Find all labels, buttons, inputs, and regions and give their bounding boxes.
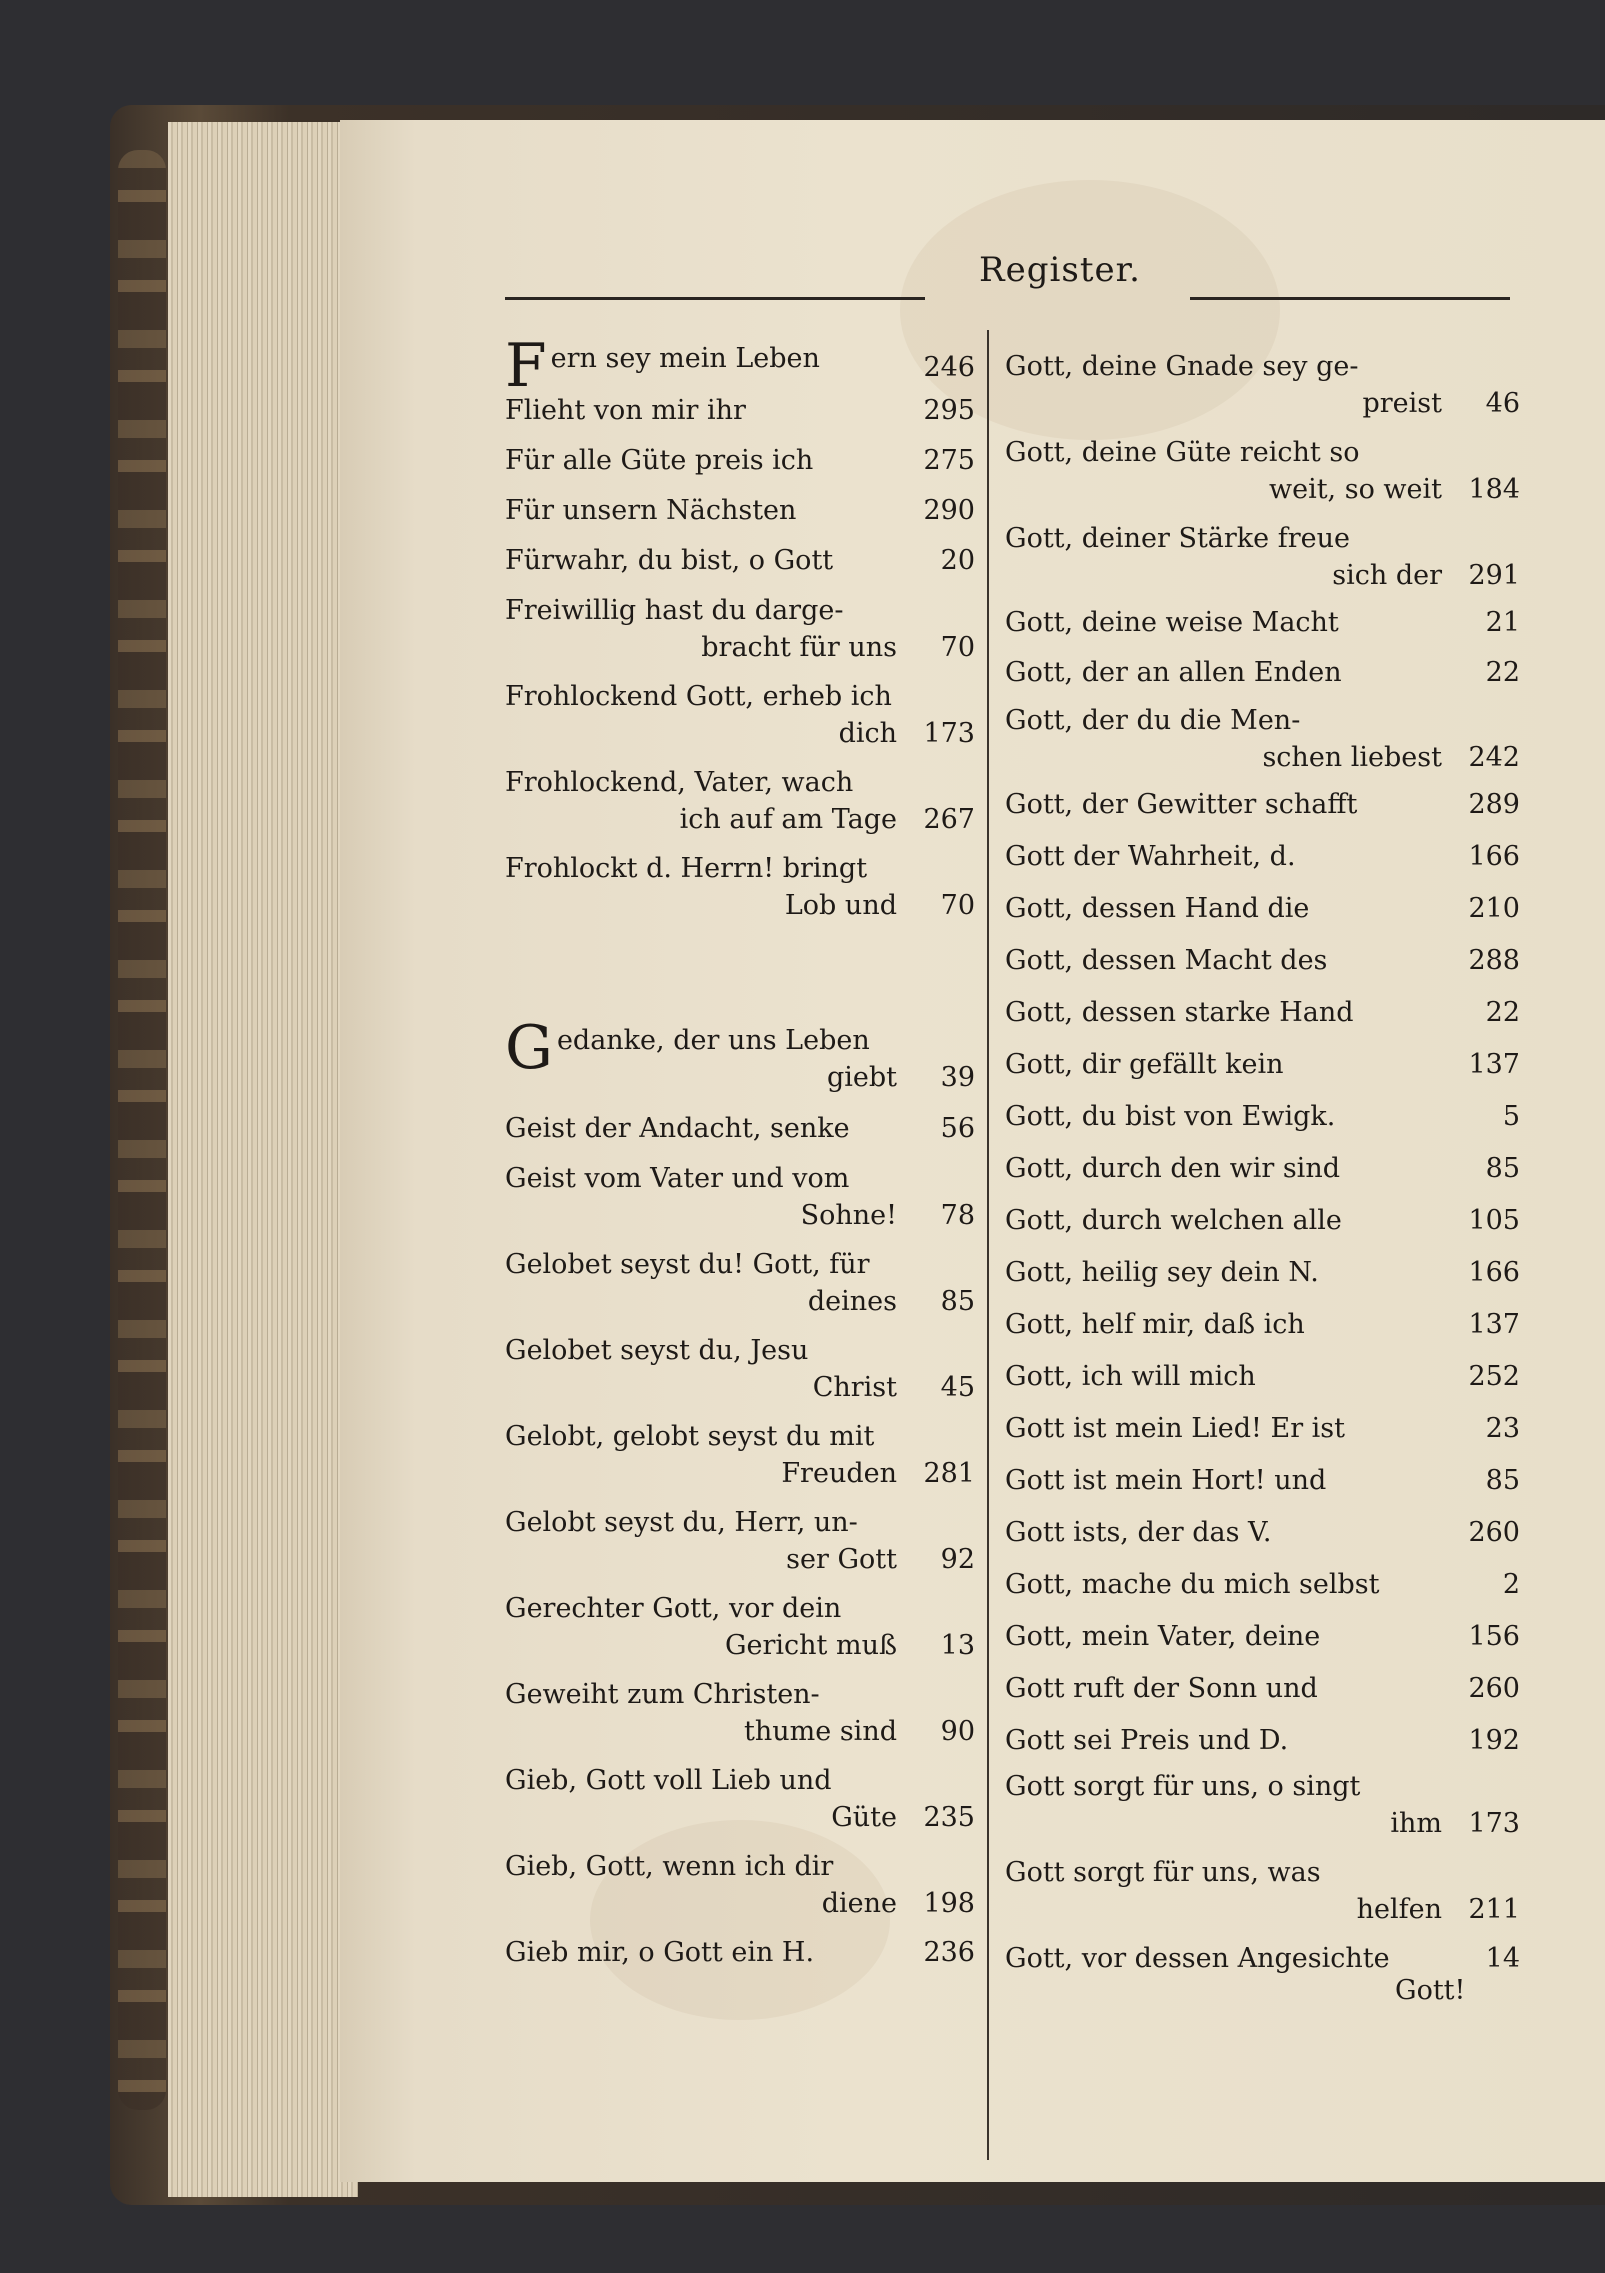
entry-page: 70 <box>940 632 975 663</box>
entry-title: Gerechter Gott, vor dein <box>505 1593 842 1624</box>
entry-title: Gott, durch welchen alle <box>1005 1205 1342 1236</box>
entry-page: 235 <box>923 1802 975 1833</box>
page-edges <box>168 122 358 2197</box>
entry-title: Gott ruft der Sonn und <box>1005 1673 1318 1704</box>
index-entry <box>505 678 975 752</box>
entry-continuation: Gericht muß <box>724 1630 897 1661</box>
entry-continuation: preist <box>1362 388 1442 419</box>
entry-title: Frohlockend Gott, erheb ich <box>505 681 892 712</box>
index-entry <box>505 1013 975 1096</box>
entry-continuation: thume sind <box>744 1716 897 1747</box>
entry-title: Gott, deine Güte reicht so <box>1005 437 1360 468</box>
index-entry <box>1005 994 1520 1031</box>
entry-page: 281 <box>923 1458 975 1489</box>
entry-title: Gott ist mein Lied! Er ist <box>1005 1413 1346 1444</box>
entry-page: 13 <box>940 1630 975 1661</box>
entry-page: 288 <box>1468 945 1520 976</box>
entry-page: 290 <box>923 495 975 526</box>
entry-title: Gott, deine weise Macht <box>1005 607 1339 638</box>
index-entry <box>505 1160 975 1234</box>
index-entry <box>1005 1098 1520 1135</box>
index-entry <box>1005 434 1520 508</box>
entry-title: Gott ists, der das V. <box>1005 1517 1272 1548</box>
entry-title: Gelobt seyst du, Herr, un- <box>505 1507 858 1538</box>
entry-page: 192 <box>1468 1725 1520 1756</box>
entry-continuation: sich der <box>1332 560 1442 591</box>
entry-title: Gieb mir, o Gott ein H. <box>505 1937 815 1968</box>
entry-page: 211 <box>1468 1894 1520 1925</box>
entry-page: 92 <box>940 1544 975 1575</box>
entry-page: 39 <box>940 1062 975 1093</box>
entry-continuation: ich auf am Tage <box>679 804 897 835</box>
entry-page: 184 <box>1468 474 1520 505</box>
entry-page: 210 <box>1468 893 1520 924</box>
entry-page: 21 <box>1485 607 1520 638</box>
entry-page: 78 <box>940 1200 975 1231</box>
entry-page: 85 <box>1485 1465 1520 1496</box>
entry-continuation: bracht für uns <box>701 632 897 663</box>
index-entry <box>1005 1202 1520 1239</box>
entry-page: 252 <box>1468 1361 1520 1392</box>
entry-title: Gott, der an allen Enden <box>1005 657 1342 688</box>
entry-title: Gott, heilig sey dein N. <box>1005 1257 1319 1288</box>
entry-title: Gott sei Preis und D. <box>1005 1725 1289 1756</box>
entry-continuation: giebt <box>826 1062 897 1093</box>
entry-title: edanke, der uns Leben <box>556 1025 870 1056</box>
entry-page: 56 <box>940 1113 975 1144</box>
index-entry <box>1005 1566 1520 1603</box>
index-entry <box>1005 1462 1520 1499</box>
entry-page: 45 <box>940 1372 975 1403</box>
index-entry <box>505 1934 975 1971</box>
entry-continuation: Lob und <box>784 890 897 921</box>
page-title: Register. <box>979 250 1141 290</box>
entry-title: Gott, deiner Stärke freue <box>1005 523 1350 554</box>
header-rule <box>1190 297 1510 300</box>
index-entry <box>505 331 975 401</box>
entry-title: Für alle Güte preis ich <box>505 445 814 476</box>
entry-title: ern sey mein Leben <box>550 343 820 374</box>
index-entry <box>1005 1410 1520 1447</box>
entry-page: 166 <box>1468 1257 1520 1288</box>
entry-title: Geist vom Vater und vom <box>505 1163 850 1194</box>
entry-continuation: Christ <box>812 1372 897 1403</box>
index-entry <box>1005 1722 1520 1759</box>
index-entry <box>1005 702 1520 776</box>
entry-continuation: ihm <box>1390 1808 1442 1839</box>
entry-title: Flieht von mir ihr <box>505 395 746 426</box>
entry-title: Gott, vor dessen Angesichte <box>1005 1943 1390 1974</box>
index-entry <box>505 1848 975 1922</box>
index-entry <box>1005 520 1520 594</box>
entry-continuation: deines <box>807 1286 897 1317</box>
index-entry <box>1005 1768 1520 1842</box>
entry-page: 260 <box>1468 1673 1520 1704</box>
index-entry <box>505 1418 975 1492</box>
entry-continuation: weit, so weit <box>1268 474 1442 505</box>
entry-title: Gieb, Gott voll Lieb und <box>505 1765 832 1796</box>
entry-page: 137 <box>1468 1309 1520 1340</box>
index-entry <box>1005 1514 1520 1551</box>
entry-page: 46 <box>1485 388 1520 419</box>
register-page <box>340 120 1605 2182</box>
entry-continuation: Freuden <box>781 1458 897 1489</box>
entry-title: Gott, helf mir, daß ich <box>1005 1309 1305 1340</box>
entry-title: Geweiht zum Christen- <box>505 1679 820 1710</box>
entry-page: 22 <box>1485 657 1520 688</box>
entry-continuation: helfen <box>1356 1894 1442 1925</box>
index-entry <box>505 492 975 529</box>
index-entry <box>1005 1854 1520 1928</box>
index-entry <box>1005 1358 1520 1395</box>
entry-page: 275 <box>923 445 975 476</box>
entry-continuation: Sohne! <box>800 1200 897 1231</box>
entry-page: 105 <box>1468 1205 1520 1236</box>
entry-continuation: Güte <box>831 1802 897 1833</box>
index-entry <box>505 1246 975 1320</box>
entry-title: Gott sorgt für uns, was <box>1005 1857 1321 1888</box>
index-entry <box>1005 1618 1520 1655</box>
spine-ornament <box>118 150 166 2110</box>
entry-title: Gott, der du die Men- <box>1005 705 1301 736</box>
index-entry <box>1005 348 1520 422</box>
index-entry <box>1005 654 1520 691</box>
index-entry <box>505 542 975 579</box>
index-entry <box>505 764 975 838</box>
column-divider <box>987 330 989 2160</box>
entry-title: Gott, durch den wir sind <box>1005 1153 1340 1184</box>
entry-title: Gelobet seyst du! Gott, für <box>505 1249 870 1280</box>
entry-title: Gott, dir gefällt kein <box>1005 1049 1284 1080</box>
entry-continuation: schen liebest <box>1262 742 1442 773</box>
entry-title: Gieb, Gott, wenn ich dir <box>505 1851 834 1882</box>
entry-page: 173 <box>923 718 975 749</box>
entry-page: 137 <box>1468 1049 1520 1080</box>
index-entry <box>505 1110 975 1147</box>
entry-title: Gelobet seyst du, Jesu <box>505 1335 809 1366</box>
entry-title: Gott, dessen starke Hand <box>1005 997 1354 1028</box>
entry-page: 156 <box>1468 1621 1520 1652</box>
entry-title: Gott ist mein Hort! und <box>1005 1465 1327 1496</box>
entry-page: 173 <box>1468 1808 1520 1839</box>
entry-page: 90 <box>940 1716 975 1747</box>
entry-page: 289 <box>1468 789 1520 820</box>
index-entry <box>1005 604 1520 641</box>
index-entry <box>505 392 975 429</box>
index-entry <box>1005 890 1520 927</box>
index-entry <box>1005 786 1520 823</box>
entry-continuation: ser Gott <box>786 1544 897 1575</box>
entry-continuation: diene <box>821 1888 897 1919</box>
entry-page: 236 <box>923 1937 975 1968</box>
index-entry <box>505 1332 975 1406</box>
index-entry <box>505 850 975 924</box>
entry-title: Geist der Andacht, senke <box>505 1113 850 1144</box>
entry-page: 14 <box>1485 1943 1520 1974</box>
index-entry <box>1005 1940 1520 1977</box>
index-entry <box>1005 1254 1520 1291</box>
entry-title: Gott, mein Vater, deine <box>1005 1621 1321 1652</box>
index-entry <box>1005 1670 1520 1707</box>
entry-title: Gelobt, gelobt seyst du mit <box>505 1421 875 1452</box>
entry-page: 2 <box>1502 1569 1520 1600</box>
index-entry <box>505 592 975 666</box>
entry-page: 23 <box>1485 1413 1520 1444</box>
entry-title: Gott, ich will mich <box>1005 1361 1256 1392</box>
entry-page: 20 <box>940 545 975 576</box>
drop-cap: F <box>505 331 547 401</box>
entry-title: Gott, deine Gnade sey ge- <box>1005 351 1359 382</box>
entry-page: 5 <box>1502 1101 1520 1132</box>
entry-title: Freiwillig hast du darge- <box>505 595 844 626</box>
header-rule <box>505 297 925 300</box>
index-entry <box>505 442 975 479</box>
entry-title: Gott der Wahrheit, d. <box>1005 841 1296 872</box>
index-entry <box>505 1676 975 1750</box>
entry-page: 246 <box>923 352 975 383</box>
entry-page: 267 <box>923 804 975 835</box>
index-entry <box>1005 1046 1520 1083</box>
entry-page: 242 <box>1468 742 1520 773</box>
entry-page: 70 <box>940 890 975 921</box>
index-entry <box>505 1504 975 1578</box>
entry-title: Gott, der Gewitter schafft <box>1005 789 1358 820</box>
entry-title: Gott, mache du mich selbst <box>1005 1569 1380 1600</box>
entry-page: 260 <box>1468 1517 1520 1548</box>
index-entry <box>1005 1150 1520 1187</box>
drop-cap: G <box>505 1013 553 1083</box>
entry-title: Gott, du bist von Ewigk. <box>1005 1101 1336 1132</box>
index-entry <box>1005 1306 1520 1343</box>
entry-page: 22 <box>1485 997 1520 1028</box>
entry-page: 295 <box>923 395 975 426</box>
catchword: Gott! <box>1395 1975 1466 2006</box>
index-entry <box>1005 838 1520 875</box>
index-entry <box>505 1762 975 1836</box>
index-entry <box>1005 942 1520 979</box>
entry-title: Frohlockend, Vater, wach <box>505 767 854 798</box>
entry-continuation: dich <box>838 718 897 749</box>
entry-page: 166 <box>1468 841 1520 872</box>
entry-page: 85 <box>940 1286 975 1317</box>
entry-page: 198 <box>923 1888 975 1919</box>
entry-page: 291 <box>1468 560 1520 591</box>
entry-title: Gott, dessen Hand die <box>1005 893 1310 924</box>
entry-title: Frohlockt d. Herrn! bringt <box>505 853 868 884</box>
entry-page: 85 <box>1485 1153 1520 1184</box>
entry-title: Für unsern Nächsten <box>505 495 797 526</box>
entry-title: Gott sorgt für uns, o singt <box>1005 1771 1361 1802</box>
entry-title: Gott, dessen Macht des <box>1005 945 1328 976</box>
entry-title: Fürwahr, du bist, o Gott <box>505 545 834 576</box>
index-entry <box>505 1590 975 1664</box>
